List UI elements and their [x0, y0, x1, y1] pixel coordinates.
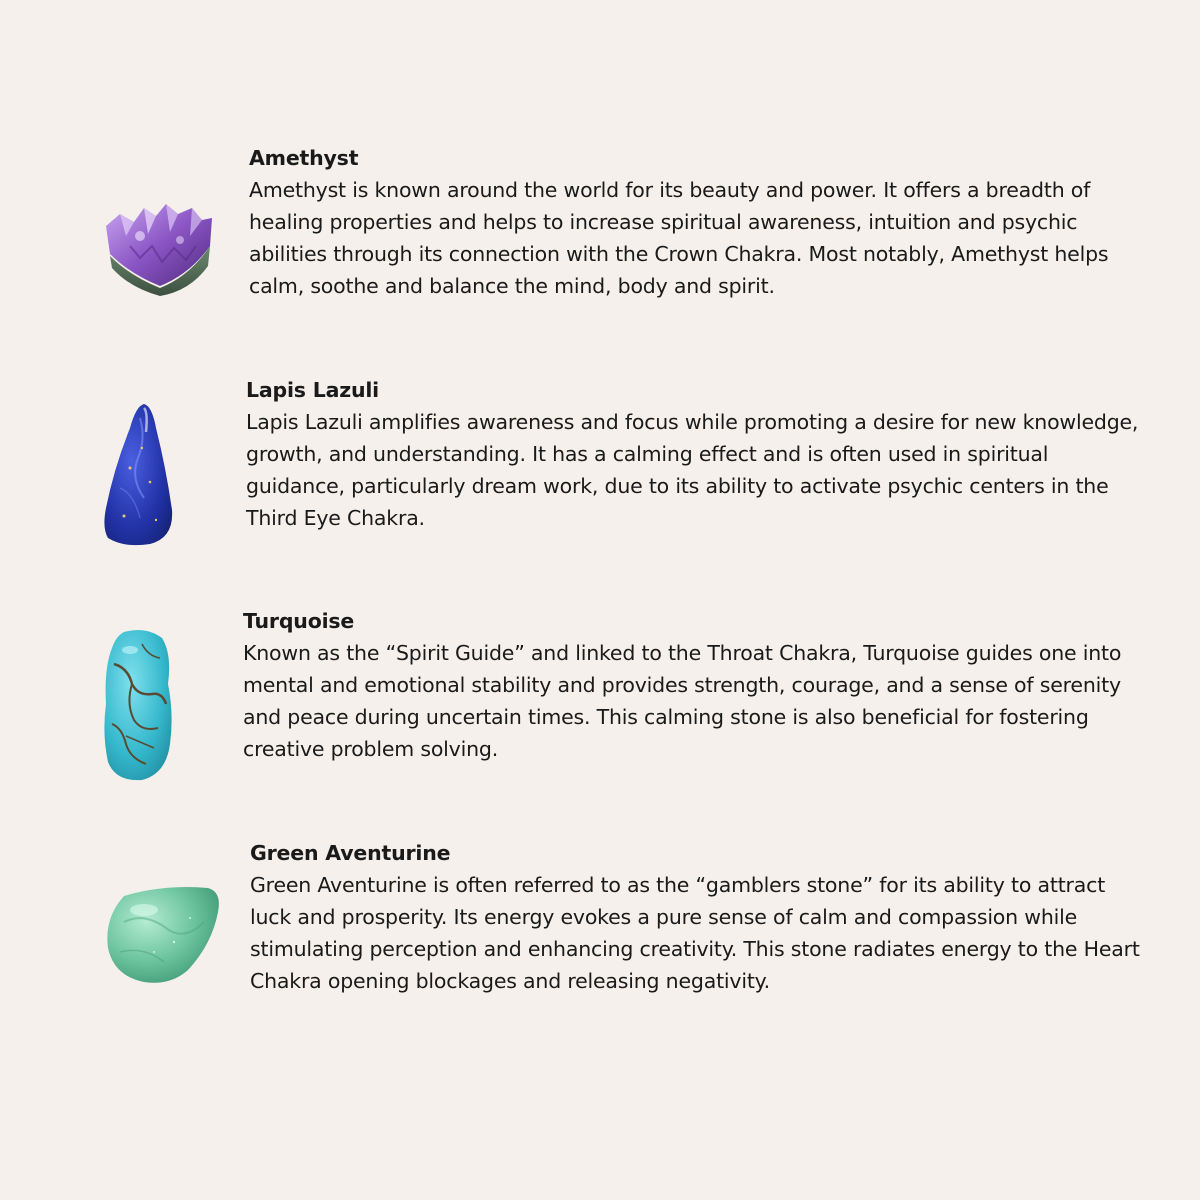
stone-name: Lapis Lazuli — [246, 378, 380, 402]
stone-description: Lapis Lazuli amplifies awareness and focus while promoting a desire for new knowledge, growth, and understanding. It has a calming effect and is often used in spiritual guidance, particularly dream work, due to its ability to activate psychic centers in the Third Eye Chakra. — [246, 410, 1139, 530]
stone-text-amethyst — [249, 142, 1149, 302]
stone-description: Green Aventurine is often referred to as the “gamblers stone” for its ability to attract luck and prosperity. Its energy evokes a pure sense of calm and compassion while stimulating perception and enhancing creativity. This stone radiates energy to the Heart Chakra opening blockages and releasing negativity. — [250, 873, 1140, 993]
turquoise-stone-icon — [102, 624, 174, 784]
stone-text-lapis-lazuli — [246, 374, 1146, 534]
lapis-lazuli-stone-icon — [100, 398, 174, 548]
stone-name: Amethyst — [249, 146, 359, 170]
amethyst-crystal-icon — [100, 196, 220, 304]
green-aventurine-stone-icon — [104, 882, 222, 986]
stone-description: Known as the “Spirit Guide” and linked to the Throat Chakra, Turquoise guides one into mental and emotional stability and provides strength, courage, and a sense of serenity and peace during uncertain times. This calming stone is also beneficial for fostering creative problem solving. — [243, 641, 1122, 761]
stone-description: Amethyst is known around the world for its beauty and power. It offers a breadth of healing properties and helps to increase spiritual awareness, intuition and psychic abilities through its connection with the Crown Chakra. Most notably, Amethyst helps calm, soothe and balance the mind, body and spirit. — [249, 178, 1109, 298]
stone-name: Turquoise — [243, 609, 355, 633]
stone-name: Green Aventurine — [250, 841, 451, 865]
stone-text-turquoise — [243, 605, 1143, 765]
stone-text-green-aventurine — [250, 837, 1150, 997]
